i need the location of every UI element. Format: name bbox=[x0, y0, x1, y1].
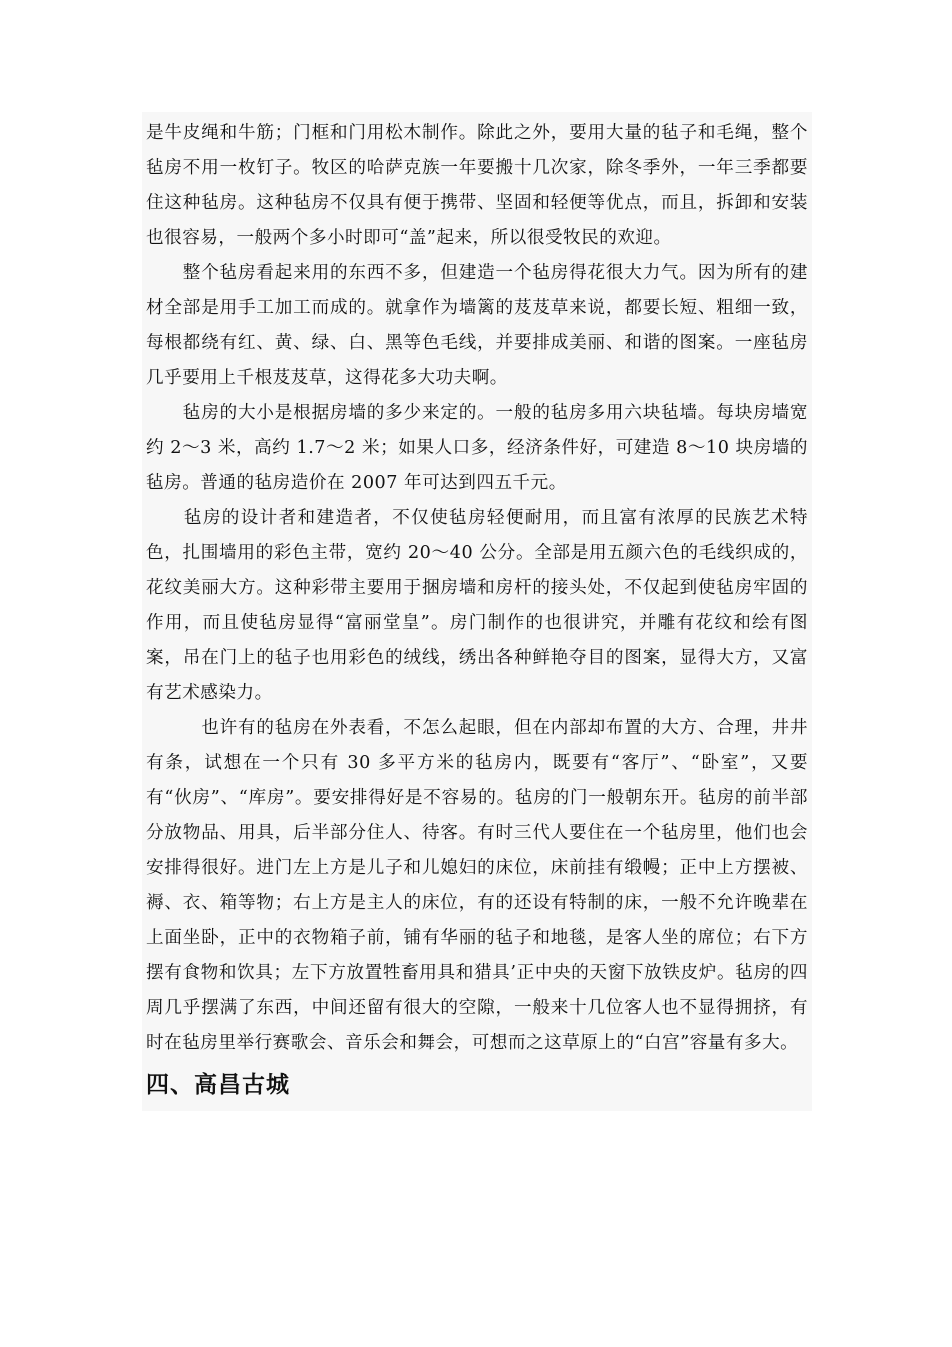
section-heading: 四、高昌古城 bbox=[146, 1072, 290, 1098]
paragraph-yurt-materials: 是牛皮绳和牛筋；门框和门用松木制作。除此之外，要用大量的毡子和毛绳，整个毡房不用一枚钉子。牧区的哈萨克族一年要搬十几次家，除冬季外，一年三季都要住这种毡房。这种毡房不仅具有便于携带、坚固和轻便等优点，而且，拆卸和安装也很容易，一般两个多小时即可“盖”起来，所以很受牧民的欢迎。 bbox=[146, 123, 808, 248]
paragraph-yurt-design: 毡房的设计者和建造者，不仅使毡房轻便耐用，而且富有浓厚的民族艺术特色，扎围墙用的彩色主带，宽约 20～40 公分。全部是用五颜六色的毛线织成的，花纹美丽大方。这种彩带主要用于捆房墙和房杆的接头处，不仅起到使毡房牢固的作用，而且使毡房显得“富丽堂皇”。房门制作的也很讲究，并雕有花纹和绘有图案，吊在门上的毡子也用彩色的绒线，绣出各种鲜艳夺目的图案，显得大方，又富有艺术感染力。 bbox=[146, 508, 808, 703]
paragraph-yurt-construction: 整个毡房看起来用的东西不多，但建造一个毡房得花很大力气。因为所有的建材全部是用手工加工而成的。就拿作为墙篱的芨芨草来说，都要长短、粗细一致，每根都绕有红、黄、绿、白、黑等色毛线，并要排成美丽、和谐的图案。一座毡房几乎要用上千根芨芨草，这得花多大功夫啊。 bbox=[146, 263, 808, 388]
paragraph-yurt-size: 毡房的大小是根据房墙的多少来定的。一般的毡房多用六块毡墙。每块房墙宽约 2～3 米，高约 1.7～2 米；如果人口多，经济条件好，可建造 8～10 块房墙的毡房。普通的毡房造价在 2007 年可达到四五千元。 bbox=[146, 403, 808, 493]
paragraph-yurt-interior: 也许有的毡房在外表看，不怎么起眼，但在内部却布置的大方、合理，井井有条，试想在一个只有 30 多平方米的毡房内，既要有“客厅”、“卧室”，又要有“伙房”、“库房”。要安排得好是不容易的。毡房的门一般朝东开。毡房的前半部分放物品、用具，后半部分住人、待客。有时三代人要住在一个毡房里，他们也会安排得很好。进门左上方是儿子和儿媳妇的床位，床前挂有缎幔；正中上方摆被、褥、衣、箱等物；右上方是主人的床位，有的还设有特制的床，一般不允许晚辈在上面坐卧，正中的衣物箱子前，铺有华丽的毡子和地毯，是客人坐的席位；右下方摆有食物和饮具；左下方放置牲畜用具和猎具’正中央的天窗下放铁皮炉。毡房的四周几乎摆满了东西，中间还留有很大的空隙，一般来十几位客人也不显得拥挤，有时在毡房里举行赛歌会、音乐会和舞会，可想而之这草原上的“白宫”容量有多大。 bbox=[146, 718, 808, 1053]
document-body bbox=[142, 112, 812, 1111]
